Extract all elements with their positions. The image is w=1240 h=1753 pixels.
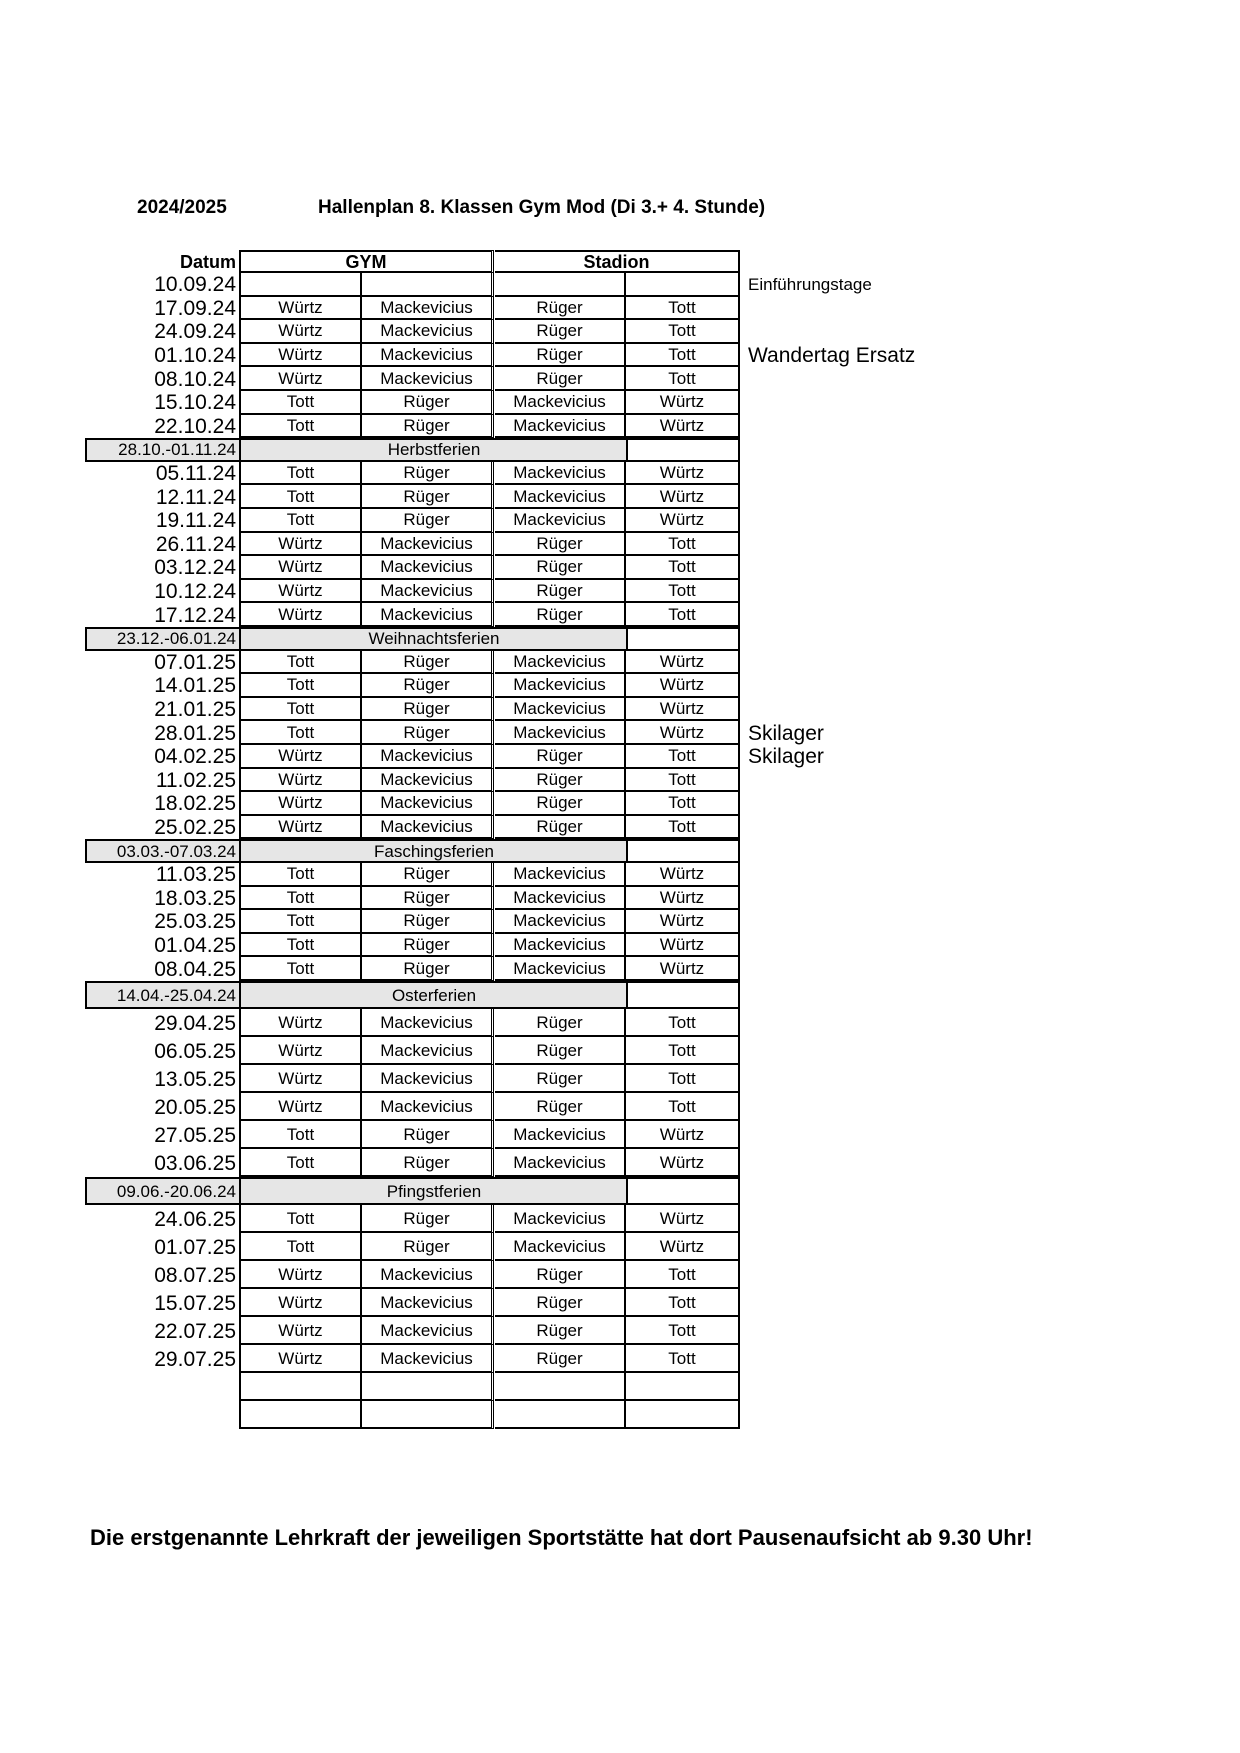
table-row	[85, 320, 745, 344]
table-row	[85, 415, 745, 439]
stadion-teacher-1: Mackevicius	[495, 887, 626, 911]
stadion-teacher-1: Rüger	[495, 1037, 626, 1065]
table-row	[85, 934, 745, 958]
gym-teacher-1: Tott	[239, 934, 362, 958]
table-header-row	[85, 250, 745, 273]
gym-teacher-1: Würtz	[239, 792, 362, 816]
stadion-teacher-1: Rüger	[495, 1065, 626, 1093]
gym-teacher-1: Würtz	[239, 603, 362, 627]
stadion-teacher-1: Mackevicius	[495, 698, 626, 722]
holiday-row	[85, 1177, 745, 1205]
row-note: Skilager	[748, 721, 824, 745]
date-cell: 01.07.25	[154, 1235, 236, 1259]
stadion-teacher-2: Tott	[626, 320, 740, 344]
date-cell: 25.03.25	[154, 910, 236, 934]
stadion-teacher-2: Tott	[626, 1065, 740, 1093]
table-row	[85, 485, 745, 509]
gym-teacher-1: Tott	[239, 391, 362, 415]
gym-teacher-1: Tott	[239, 674, 362, 698]
table-row	[85, 698, 745, 722]
page-title: Hallenplan 8. Klassen Gym Mod (Di 3.+ 4. Stunde)	[318, 197, 766, 218]
stadion-teacher-2: Tott	[626, 1317, 740, 1345]
gym-teacher-1: Tott	[239, 863, 362, 887]
stadion-teacher-1: Rüger	[495, 580, 626, 604]
gym-teacher-2: Mackevicius	[362, 816, 494, 840]
stadion-teacher-1: Rüger	[495, 769, 626, 793]
stadion-teacher-2: Tott	[626, 344, 740, 368]
gym-teacher-2: Rüger	[362, 721, 494, 745]
stadion-teacher-1: Rüger	[495, 1289, 626, 1317]
date-cell: 12.11.24	[155, 485, 236, 509]
stadion-teacher-1: Rüger	[495, 367, 626, 391]
gym-teacher-1: Tott	[239, 1233, 362, 1261]
date-cell: 10.09.24	[154, 273, 236, 297]
table-row	[85, 910, 745, 934]
date-cell: 25.02.25	[154, 816, 236, 840]
stadion-teacher-1: Mackevicius	[495, 910, 626, 934]
holiday-name: Weihnachtsferien	[239, 627, 627, 651]
stadion-teacher-1: Rüger	[495, 603, 626, 627]
gym-teacher-1: Tott	[239, 957, 362, 981]
table-row	[85, 1121, 745, 1149]
holiday-row	[85, 627, 745, 651]
stadion-teacher-2: Tott	[626, 816, 740, 840]
table-row	[85, 1261, 745, 1289]
holiday-dates: 23.12.-06.01.24	[85, 627, 239, 651]
gym-teacher-1: Tott	[239, 462, 362, 486]
gym-teacher-1: Tott	[239, 721, 362, 745]
gym-teacher-1: Tott	[239, 1149, 362, 1177]
gym-teacher-1: Tott	[239, 415, 362, 439]
stadion-teacher-2: Würtz	[626, 415, 740, 439]
holiday-name: Faschingsferien	[239, 839, 627, 863]
gym-teacher-2: Mackevicius	[362, 1345, 494, 1373]
stadion-teacher-2: Tott	[626, 1009, 740, 1037]
gym-teacher-1: Würtz	[239, 769, 362, 793]
holiday-empty-cell	[626, 627, 740, 651]
table-row	[85, 769, 745, 793]
stadion-teacher-1: Mackevicius	[495, 957, 626, 981]
column-header-date: Datum	[179, 251, 236, 272]
gym-teacher-1: Würtz	[239, 556, 362, 580]
holiday-dates: 09.06.-20.06.24	[85, 1177, 239, 1205]
date-cell	[85, 1373, 238, 1401]
gym-teacher-2: Mackevicius	[362, 1317, 494, 1345]
gym-teacher-2: Rüger	[362, 674, 494, 698]
table-row	[85, 533, 745, 557]
stadion-teacher-1: Rüger	[495, 816, 626, 840]
stadion-teacher-1	[495, 1401, 626, 1429]
stadion-teacher-1: Rüger	[495, 320, 626, 344]
gym-teacher-1: Würtz	[239, 297, 362, 321]
table-row	[85, 816, 745, 840]
table-row	[85, 887, 745, 911]
gym-teacher-1: Würtz	[239, 1345, 362, 1373]
stadion-teacher-1: Mackevicius	[495, 934, 626, 958]
stadion-teacher-2: Tott	[626, 556, 740, 580]
table-row	[85, 556, 745, 580]
stadion-teacher-1: Mackevicius	[495, 415, 626, 439]
table-row	[85, 603, 745, 627]
stadion-teacher-1: Mackevicius	[495, 1205, 626, 1233]
date-cell: 28.01.25	[154, 721, 236, 745]
holiday-dates: 14.04.-25.04.24	[85, 981, 239, 1009]
holiday-row	[85, 981, 745, 1009]
stadion-teacher-2: Würtz	[626, 462, 740, 486]
stadion-teacher-2: Tott	[626, 1289, 740, 1317]
stadion-teacher-2: Würtz	[626, 721, 740, 745]
holiday-row	[85, 438, 745, 462]
date-cell: 01.10.24	[154, 344, 236, 368]
table-row	[85, 1317, 745, 1345]
table-row	[85, 1289, 745, 1317]
table-row	[85, 1065, 745, 1093]
gym-teacher-2: Rüger	[362, 462, 494, 486]
gym-teacher-1: Tott	[239, 485, 362, 509]
gym-teacher-2: Rüger	[362, 651, 494, 675]
holiday-empty-cell	[626, 438, 740, 462]
gym-teacher-2: Mackevicius	[362, 556, 494, 580]
stadion-teacher-2: Würtz	[626, 391, 740, 415]
gym-teacher-2: Mackevicius	[362, 745, 494, 769]
row-note: Skilager	[748, 745, 824, 769]
gym-teacher-2: Mackevicius	[362, 297, 494, 321]
stadion-teacher-1	[495, 1373, 626, 1401]
row-note: Einführungstage	[748, 275, 872, 295]
stadion-teacher-2: Tott	[626, 297, 740, 321]
table-row	[85, 651, 745, 675]
gym-teacher-2: Rüger	[362, 509, 494, 533]
table-row	[85, 580, 745, 604]
stadion-teacher-2: Würtz	[626, 674, 740, 698]
table-row	[85, 745, 824, 769]
gym-teacher-1: Würtz	[239, 745, 362, 769]
row-note: Wandertag Ersatz	[748, 344, 916, 368]
table-row	[85, 273, 872, 297]
stadion-teacher-1: Rüger	[495, 556, 626, 580]
stadion-teacher-2: Würtz	[626, 1233, 740, 1261]
date-cell: 06.05.25	[154, 1039, 236, 1063]
stadion-teacher-2	[626, 273, 740, 297]
date-cell: 22.07.25	[154, 1319, 236, 1343]
date-cell: 01.04.25	[154, 934, 236, 958]
stadion-teacher-1: Rüger	[495, 1009, 626, 1037]
gym-teacher-1: Würtz	[239, 533, 362, 557]
stadion-teacher-1: Rüger	[495, 745, 626, 769]
date-cell: 13.05.25	[154, 1067, 236, 1091]
date-cell: 03.06.25	[154, 1151, 236, 1175]
gym-teacher-1: Würtz	[239, 367, 362, 391]
holiday-empty-cell	[626, 981, 740, 1009]
gym-teacher-2: Mackevicius	[362, 367, 494, 391]
stadion-teacher-1: Rüger	[495, 297, 626, 321]
stadion-teacher-2: Würtz	[626, 887, 740, 911]
holiday-dates: 28.10.-01.11.24	[85, 438, 239, 462]
holiday-name: Osterferien	[239, 981, 627, 1009]
gym-teacher-1: Tott	[239, 1205, 362, 1233]
date-cell: 15.10.24	[154, 391, 236, 415]
gym-teacher-2: Mackevicius	[362, 769, 494, 793]
gym-teacher-1: Würtz	[239, 816, 362, 840]
gym-teacher-2: Rüger	[362, 887, 494, 911]
gym-teacher-2: Rüger	[362, 957, 494, 981]
stadion-teacher-1: Mackevicius	[495, 485, 626, 509]
gym-teacher-1: Würtz	[239, 1289, 362, 1317]
gym-teacher-2: Mackevicius	[362, 344, 494, 368]
gym-teacher-1: Tott	[239, 887, 362, 911]
table-row	[85, 297, 745, 321]
date-cell: 26.11.24	[155, 532, 236, 556]
stadion-teacher-1: Mackevicius	[495, 1233, 626, 1261]
gym-teacher-1: Würtz	[239, 1093, 362, 1121]
gym-teacher-2: Mackevicius	[362, 1037, 494, 1065]
stadion-teacher-1: Rüger	[495, 533, 626, 557]
stadion-teacher-2: Würtz	[626, 509, 740, 533]
gym-teacher-2: Rüger	[362, 1149, 494, 1177]
gym-teacher-2: Mackevicius	[362, 320, 494, 344]
stadion-teacher-1: Rüger	[495, 1345, 626, 1373]
gym-teacher-2: Mackevicius	[362, 603, 494, 627]
stadion-teacher-2: Tott	[626, 769, 740, 793]
date-cell: 07.01.25	[154, 650, 236, 674]
gym-teacher-1: Tott	[239, 509, 362, 533]
gym-teacher-2: Mackevicius	[362, 1065, 494, 1093]
gym-teacher-1: Tott	[239, 651, 362, 675]
holiday-empty-cell	[626, 839, 740, 863]
stadion-teacher-1: Mackevicius	[495, 651, 626, 675]
date-cell: 08.10.24	[154, 367, 236, 391]
gym-teacher-1: Tott	[239, 1121, 362, 1149]
stadion-teacher-2: Tott	[626, 367, 740, 391]
stadion-teacher-2: Würtz	[626, 485, 740, 509]
date-cell: 08.04.25	[154, 957, 236, 981]
column-header-stadion: Stadion	[495, 250, 740, 273]
gym-teacher-1: Würtz	[239, 580, 362, 604]
stadion-teacher-1: Mackevicius	[495, 674, 626, 698]
stadion-teacher-1: Mackevicius	[495, 863, 626, 887]
holiday-dates: 03.03.-07.03.24	[85, 839, 239, 863]
stadion-teacher-2: Tott	[626, 745, 740, 769]
table-row	[85, 1233, 745, 1261]
date-cell: 08.07.25	[154, 1263, 236, 1287]
date-cell: 29.07.25	[154, 1347, 236, 1371]
stadion-teacher-1	[495, 273, 626, 297]
stadion-teacher-2: Würtz	[626, 957, 740, 981]
stadion-teacher-2: Tott	[626, 792, 740, 816]
table-row	[85, 509, 745, 533]
gym-teacher-2: Mackevicius	[362, 1009, 494, 1037]
table-row	[85, 1149, 745, 1177]
gym-teacher-1	[239, 1401, 362, 1429]
date-cell: 14.01.25	[154, 674, 236, 698]
gym-teacher-1: Würtz	[239, 1037, 362, 1065]
stadion-teacher-2: Tott	[626, 1261, 740, 1289]
gym-teacher-1: Würtz	[239, 1317, 362, 1345]
gym-teacher-1: Tott	[239, 910, 362, 934]
gym-teacher-2: Mackevicius	[362, 1093, 494, 1121]
holiday-row	[85, 839, 745, 863]
table-row	[85, 1009, 745, 1037]
stadion-teacher-2: Würtz	[626, 1149, 740, 1177]
stadion-teacher-1: Mackevicius	[495, 1149, 626, 1177]
gym-teacher-2: Rüger	[362, 934, 494, 958]
stadion-teacher-2: Tott	[626, 1093, 740, 1121]
date-cell: 24.06.25	[154, 1207, 236, 1231]
gym-teacher-2	[362, 273, 494, 297]
table-row	[85, 721, 824, 745]
stadion-teacher-2: Würtz	[626, 698, 740, 722]
table-row	[85, 1373, 745, 1401]
date-cell: 29.04.25	[154, 1011, 236, 1035]
stadion-teacher-1: Rüger	[495, 792, 626, 816]
column-header-gym: GYM	[239, 250, 494, 273]
date-cell: 03.12.24	[154, 556, 236, 580]
date-cell: 20.05.25	[154, 1095, 236, 1119]
date-cell: 15.07.25	[154, 1291, 236, 1315]
gym-teacher-2: Rüger	[362, 698, 494, 722]
gym-teacher-1: Würtz	[239, 320, 362, 344]
stadion-teacher-2: Tott	[626, 1345, 740, 1373]
gym-teacher-2: Rüger	[362, 863, 494, 887]
stadion-teacher-2: Tott	[626, 603, 740, 627]
table-row	[85, 1093, 745, 1121]
date-cell: 27.05.25	[154, 1123, 236, 1147]
table-row	[85, 1037, 745, 1065]
holiday-name: Herbstferien	[239, 438, 627, 462]
stadion-teacher-1: Rüger	[495, 1093, 626, 1121]
date-cell: 19.11.24	[155, 509, 236, 533]
gym-teacher-2: Rüger	[362, 485, 494, 509]
table-row	[85, 792, 745, 816]
stadion-teacher-2: Tott	[626, 533, 740, 557]
gym-teacher-2: Mackevicius	[362, 580, 494, 604]
stadion-teacher-2: Würtz	[626, 863, 740, 887]
stadion-teacher-2: Würtz	[626, 1205, 740, 1233]
table-row	[85, 391, 745, 415]
gym-teacher-1: Würtz	[239, 344, 362, 368]
stadion-teacher-1: Mackevicius	[495, 509, 626, 533]
stadion-teacher-1: Mackevicius	[495, 1121, 626, 1149]
table-row	[85, 462, 745, 486]
date-cell: 18.03.25	[154, 886, 236, 910]
date-cell: 24.09.24	[154, 320, 236, 344]
stadion-teacher-1: Rüger	[495, 344, 626, 368]
date-cell: 11.03.25	[155, 863, 236, 887]
table-row	[85, 674, 745, 698]
gym-teacher-2: Mackevicius	[362, 533, 494, 557]
gym-teacher-2: Mackevicius	[362, 792, 494, 816]
stadion-teacher-2	[626, 1401, 740, 1429]
stadion-teacher-1: Rüger	[495, 1317, 626, 1345]
date-cell: 05.11.24	[155, 462, 236, 486]
table-row	[85, 344, 916, 368]
gym-teacher-2: Rüger	[362, 391, 494, 415]
gym-teacher-1	[239, 273, 362, 297]
table-row	[85, 367, 745, 391]
gym-teacher-2	[362, 1401, 494, 1429]
gym-teacher-2: Mackevicius	[362, 1261, 494, 1289]
gym-teacher-2: Rüger	[362, 1233, 494, 1261]
date-cell: 10.12.24	[154, 580, 236, 604]
gym-teacher-2: Rüger	[362, 1121, 494, 1149]
date-cell: 11.02.25	[155, 768, 236, 792]
gym-teacher-1: Würtz	[239, 1065, 362, 1093]
stadion-teacher-1: Mackevicius	[495, 721, 626, 745]
stadion-teacher-2: Tott	[626, 580, 740, 604]
date-cell: 18.02.25	[154, 792, 236, 816]
gym-teacher-2: Rüger	[362, 1205, 494, 1233]
table-row	[85, 1345, 745, 1373]
stadion-teacher-2: Würtz	[626, 934, 740, 958]
stadion-teacher-2	[626, 1373, 740, 1401]
stadion-teacher-2: Würtz	[626, 910, 740, 934]
gym-teacher-2: Rüger	[362, 415, 494, 439]
gym-teacher-2	[362, 1373, 494, 1401]
stadion-teacher-2: Würtz	[626, 651, 740, 675]
date-cell: 17.09.24	[154, 296, 236, 320]
gym-teacher-1: Würtz	[239, 1261, 362, 1289]
stadion-teacher-2: Tott	[626, 1037, 740, 1065]
gym-teacher-1: Würtz	[239, 1009, 362, 1037]
gym-teacher-1	[239, 1373, 362, 1401]
gym-teacher-2: Rüger	[362, 910, 494, 934]
holiday-empty-cell	[626, 1177, 740, 1205]
table-row	[85, 1205, 745, 1233]
stadion-teacher-1: Mackevicius	[495, 462, 626, 486]
table-row	[85, 957, 745, 981]
table-row	[85, 1401, 745, 1429]
stadion-teacher-1: Rüger	[495, 1261, 626, 1289]
date-cell: 17.12.24	[154, 603, 236, 627]
date-cell	[85, 1401, 238, 1429]
gym-teacher-1: Tott	[239, 698, 362, 722]
holiday-name: Pfingstferien	[239, 1177, 627, 1205]
stadion-teacher-2: Würtz	[626, 1121, 740, 1149]
date-cell: 21.01.25	[154, 698, 236, 722]
supervision-note: Die erstgenannte Lehrkraft der jeweiligen Sportstätte hat dort Pausenaufsicht ab 9.30 Uhr!	[90, 1525, 1033, 1550]
table-row	[85, 863, 745, 887]
date-cell: 04.02.25	[154, 745, 236, 769]
school-year: 2024/2025	[137, 197, 227, 218]
stadion-teacher-1: Mackevicius	[495, 391, 626, 415]
gym-teacher-2: Mackevicius	[362, 1289, 494, 1317]
date-cell: 22.10.24	[154, 414, 236, 438]
